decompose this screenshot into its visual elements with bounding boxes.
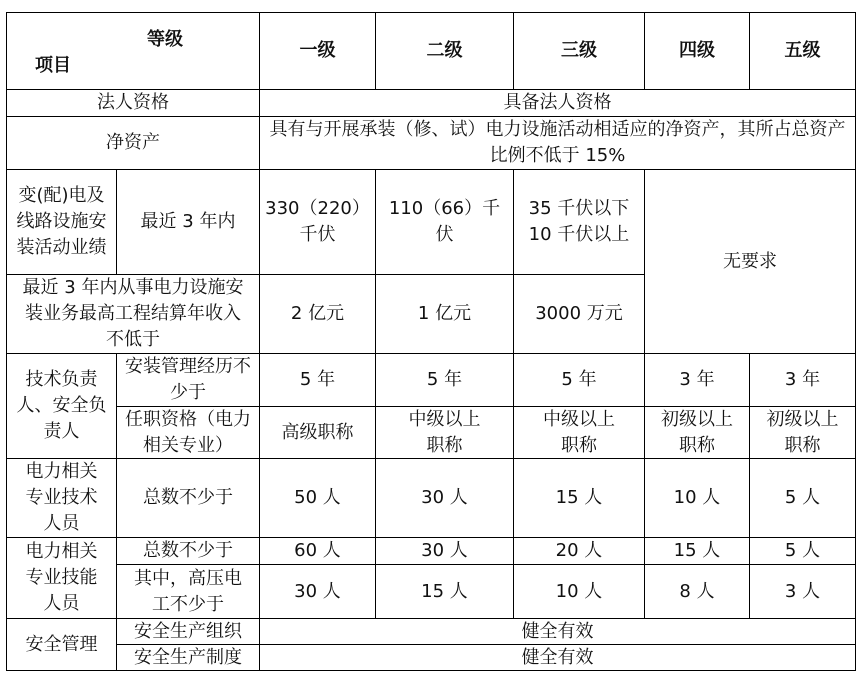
managers-experience-label: 安装管理经历不少于: [116, 353, 260, 407]
settlement-grade-3: 3000 万元: [513, 274, 645, 354]
managers-qualification-grade-5: 初级以上职称: [749, 406, 856, 459]
skill-staff-total-grade-1: 60 人: [259, 537, 376, 565]
performance-grade-2: 110（66）千伏: [375, 169, 514, 275]
managers-qualification-grade-2: 中级以上职称: [375, 406, 514, 459]
managers-qualification-grade-3: 中级以上职称: [513, 406, 645, 459]
safety-system-value: 健全有效: [259, 644, 856, 671]
skill-staff-hv-grade-2: 15 人: [375, 564, 514, 619]
settlement-grade-1: 2 亿元: [259, 274, 376, 354]
header-corner-cell: [6, 12, 260, 90]
managers-experience-grade-3: 5 年: [513, 353, 645, 407]
skill-staff-total-label: 总数不少于: [116, 537, 260, 565]
managers-qualification-grade-1: 高级职称: [259, 406, 376, 459]
skill-staff-total-grade-5: 5 人: [749, 537, 856, 565]
header-item-label: 项目: [35, 55, 71, 76]
tech-staff-grade-5: 5 人: [749, 458, 856, 538]
tech-staff-grade-4: 10 人: [644, 458, 750, 538]
managers-experience-grade-4: 3 年: [644, 353, 750, 407]
skill-staff-hv-grade-5: 3 人: [749, 564, 856, 619]
header-grade-2: 二级: [375, 12, 514, 90]
performance-grade-1: 330（220）千伏: [259, 169, 376, 275]
legal-person-label: 法人资格: [6, 89, 260, 117]
net-assets-label: 净资产: [6, 116, 260, 170]
tech-staff-label: 电力相关专业技术人员: [6, 458, 117, 538]
tech-staff-grade-1: 50 人: [259, 458, 376, 538]
managers-experience-grade-2: 5 年: [375, 353, 514, 407]
performance-grade-4-5: 无要求: [644, 169, 856, 354]
tech-staff-grade-3: 15 人: [513, 458, 645, 538]
skill-staff-total-grade-2: 30 人: [375, 537, 514, 565]
safety-label: 安全管理: [6, 618, 117, 671]
safety-org-label: 安全生产组织: [116, 618, 260, 645]
skill-staff-label: 电力相关专业技能人员: [6, 537, 117, 619]
skill-staff-hv-grade-3: 10 人: [513, 564, 645, 619]
tech-staff-sub: 总数不少于: [116, 458, 260, 538]
header-grade-4: 四级: [644, 12, 750, 90]
performance-label: 变(配)电及线路设施安装活动业绩: [6, 169, 117, 275]
safety-system-label: 安全生产制度: [116, 644, 260, 671]
skill-staff-hv-label: 其中，高压电工不少于: [116, 564, 260, 619]
header-grade-5: 五级: [749, 12, 856, 90]
header-grade-3: 三级: [513, 12, 645, 90]
skill-staff-hv-grade-1: 30 人: [259, 564, 376, 619]
managers-label: 技术负责人、安全负责人: [6, 353, 117, 459]
settlement-grade-2: 1 亿元: [375, 274, 514, 354]
performance-period: 最近 3 年内: [116, 169, 260, 275]
managers-qualification-label: 任职资格（电力相关专业）: [116, 406, 260, 459]
managers-experience-grade-1: 5 年: [259, 353, 376, 407]
managers-experience-grade-5: 3 年: [749, 353, 856, 407]
skill-staff-hv-grade-4: 8 人: [644, 564, 750, 619]
header-grade-1: 一级: [259, 12, 376, 90]
settlement-label: 最近 3 年内从事电力设施安装业务最高工程结算年收入不低于: [6, 274, 260, 354]
header-grade-label: 等级: [147, 29, 183, 50]
legal-person-value: 具备法人资格: [259, 89, 856, 117]
skill-staff-total-grade-3: 20 人: [513, 537, 645, 565]
managers-qualification-grade-4: 初级以上职称: [644, 406, 750, 459]
net-assets-value: 具有与开展承装（修、试）电力设施活动相适应的净资产，其所占总资产比例不低于 15%: [259, 116, 856, 170]
performance-grade-3: 35 千伏以下 10 千伏以上: [513, 169, 645, 275]
safety-org-value: 健全有效: [259, 618, 856, 645]
tech-staff-grade-2: 30 人: [375, 458, 514, 538]
skill-staff-total-grade-4: 15 人: [644, 537, 750, 565]
